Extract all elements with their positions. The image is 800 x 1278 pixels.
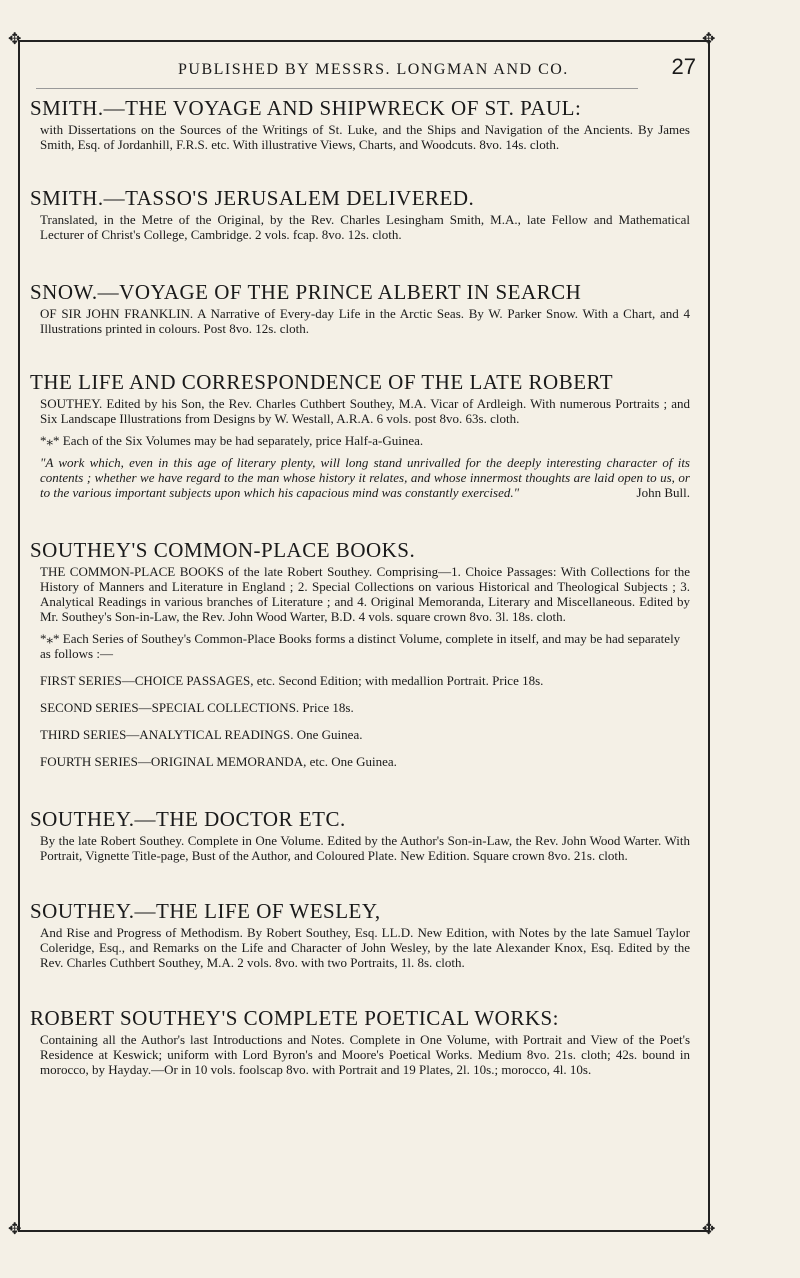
header-rule <box>36 88 638 89</box>
corner-ornament-icon: ✥ <box>8 1221 22 1238</box>
corner-ornament-icon: ✥ <box>8 31 22 48</box>
corner-ornament-icon: ✥ <box>702 1221 716 1238</box>
entry-title: SOUTHEY'S COMMON-PLACE BOOKS. <box>30 538 416 562</box>
entry-description: THE COMMON-PLACE BOOKS of the late Robert Southey. Comprising—1. Choice Passages: With Collections for the History of Manners and Literature in England ; 2. Special Collections on various Historical and Theological Subjects ; 3. Analytical Readings in various branches of Literature ; and 4. Original Memoranda, Literary and Miscellaneous. Edited by Mr. Southey's Son-in-Law, the Rev. John Wood Warter, B.D. 4 vols. square crown 8vo. 3l. 18s. cloth. <box>40 564 690 624</box>
left-border-rule <box>18 40 20 1230</box>
catalogue-entry <box>30 538 690 769</box>
entry-title: SNOW.—VOYAGE OF THE PRINCE ALBERT IN SEARCH <box>30 280 582 304</box>
catalogue-entry <box>30 807 690 863</box>
entry-title: SMITH.—THE VOYAGE AND SHIPWRECK OF ST. PAUL: <box>30 96 582 120</box>
quote-text: "A work which, even in this age of literary plenty, will long stand unrivalled for the deeply interesting character of its contents ; whether we have regard to the man whose history it relates, and whose innermost thoughts are laid open to us, or to the various important subjects upon which his capacious mind was constantly exercised." <box>40 455 690 500</box>
running-header <box>38 54 696 80</box>
entry-title: THE LIFE AND CORRESPONDENCE OF THE LATE ROBERT <box>30 370 614 394</box>
entry-title: SOUTHEY.—THE DOCTOR ETC. <box>30 807 346 831</box>
series-item: SECOND SERIES—SPECIAL COLLECTIONS. Price 18s. <box>40 700 354 715</box>
series-item: FOURTH SERIES—ORIGINAL MEMORANDA, etc. One Guinea. <box>40 754 397 769</box>
catalogue-entry <box>30 280 690 336</box>
bottom-border-rule <box>18 1230 710 1232</box>
catalogue-entry <box>30 1006 690 1077</box>
entry-title: SMITH.—TASSO'S JERUSALEM DELIVERED. <box>30 186 475 210</box>
entry-description: SOUTHEY. Edited by his Son, the Rev. Charles Cuthbert Southey, M.A. Vicar of Ardleigh. With numerous Portraits ; and Six Landscape Illustrations from Designs by W. Westall, A.R.A. 6 vols. post 8vo. 63s. cloth. <box>40 396 690 426</box>
catalogue-entry <box>30 186 690 242</box>
series-item: THIRD SERIES—ANALYTICAL READINGS. One Guinea. <box>40 727 363 742</box>
top-border-rule <box>18 40 710 42</box>
entry-note: *⁎* Each of the Six Volumes may be had separately, price Half-a-Guinea. <box>40 433 424 448</box>
catalogue-page <box>8 30 716 1260</box>
header-text: PUBLISHED BY MESSRS. LONGMAN AND CO. <box>178 61 569 78</box>
entry-description: OF SIR JOHN FRANKLIN. A Narrative of Every-day Life in the Arctic Seas. By W. Parker Snow. With a Chart, and 4 Illustrations printed in colours. Post 8vo. 12s. cloth. <box>40 306 690 336</box>
entry-description: Translated, in the Metre of the Original, by the Rev. Charles Lesingham Smith, M.A., late Fellow and Mathematical Lecturer of Christ's College, Cambridge. 2 vols. fcap. 8vo. 12s. cloth. <box>40 212 690 242</box>
entry-description: Containing all the Author's last Introductions and Notes. Complete in One Volume, with Portrait and View of the Poet's Residence at Keswick; uniform with Lord Byron's and Moore's Poetical Works. Medium 8vo. 21s. cloth; 42s. bound in morocco, by Hayday.—Or in 10 vols. foolscap 8vo. with Portrait and 19 Plates, 2l. 10s.; morocco, 4l. 10s. <box>40 1032 690 1077</box>
entry-title: SOUTHEY.—THE LIFE OF WESLEY, <box>30 899 381 923</box>
corner-ornament-icon: ✥ <box>702 31 716 48</box>
right-border-rule <box>708 40 710 1230</box>
catalogue-entry <box>30 899 690 970</box>
entry-description: with Dissertations on the Sources of the Writings of St. Luke, and the Ships and Navigation of the Ancients. By James Smith, Esq. of Jordanhill, F.R.S. etc. With illustrative Views, Charts, and Woodcuts. 8vo. 14s. cloth. <box>40 122 690 152</box>
entry-quote <box>40 455 690 500</box>
page-number: 27 <box>671 54 696 79</box>
entry-description: By the late Robert Southey. Complete in One Volume. Edited by the Author's Son-in-Law, the Rev. John Wood Warter. With Portrait, Vignette Title-page, Bust of the Author, and Coloured Plate. New Edition. Square crown 8vo. 21s. cloth. <box>40 833 690 863</box>
catalogue-entry <box>30 96 690 152</box>
entry-title: ROBERT SOUTHEY'S COMPLETE POETICAL WORKS: <box>30 1006 560 1030</box>
quote-source: John Bull. <box>636 485 690 500</box>
catalogue-content <box>30 96 690 1093</box>
series-item: FIRST SERIES—CHOICE PASSAGES, etc. Second Edition; with medallion Portrait. Price 18s. <box>40 673 544 688</box>
entry-note: *⁎* Each Series of Southey's Common-Place Books forms a distinct Volume, complete in itself, and may be had separately as follows :— <box>40 631 681 661</box>
catalogue-entry <box>30 370 690 500</box>
entry-description: And Rise and Progress of Methodism. By Robert Southey, Esq. LL.D. New Edition, with Notes by the late Samuel Taylor Coleridge, Esq., and Remarks on the Life and Character of John Wesley, by the late Alexander Knox, Esq. Edited by the Rev. Charles Cuthbert Southey, M.A. 2 vols. 8vo. with two Portraits, 1l. 8s. cloth. <box>40 925 690 970</box>
